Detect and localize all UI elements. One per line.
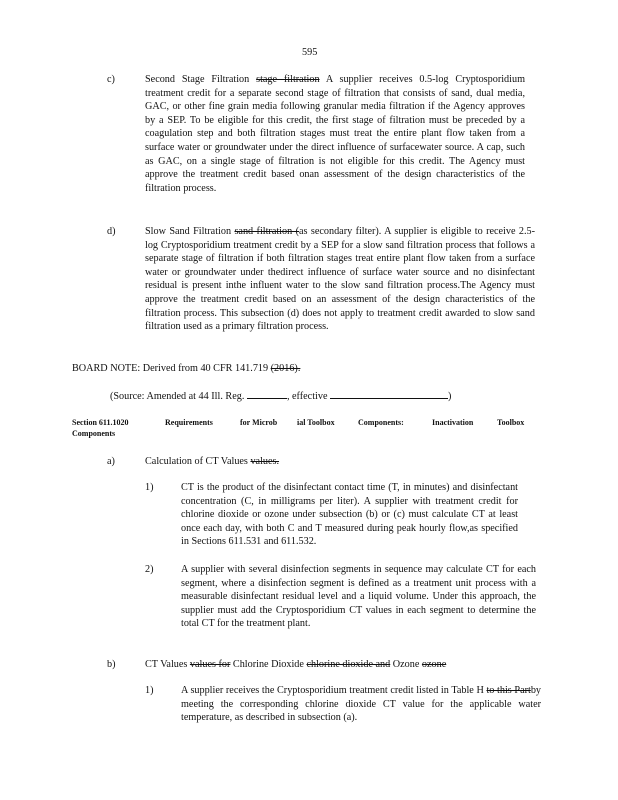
item-b-heading — [145, 658, 446, 672]
reg-blank — [247, 388, 287, 399]
item-b1-text-1: A supplier receives the Cryptosporidium treatment credit listed in Table H — [181, 685, 484, 696]
section-title-part: Toolbox — [497, 418, 525, 427]
item-a-title-deleted: values. — [250, 456, 280, 467]
item-a-title: Calculation of CT Values — [145, 456, 248, 467]
item-b-title-2: Chlorine Dioxide — [232, 659, 304, 670]
item-d-text — [145, 225, 535, 334]
item-a-heading — [145, 455, 279, 469]
source-suffix: ) — [448, 391, 452, 402]
item-b-title-1: CT Values — [145, 659, 188, 670]
source-line — [110, 388, 451, 404]
item-b1-label: 1) — [145, 685, 154, 696]
board-note-deleted: (2016). — [270, 363, 301, 374]
item-b-deleted-1: values for — [189, 659, 231, 670]
page-number: 595 — [302, 47, 318, 58]
item-b1-text — [181, 684, 541, 725]
item-d-title: Slow Sand Filtration — [145, 226, 232, 237]
item-a2-label: 2) — [145, 564, 154, 575]
section-title-part: for Microb — [240, 418, 278, 427]
item-c-body: A supplier receives 0.5-log Cryptosporidium treatment credit for a separate second stage of filtration that consists of sand, dual media, GAC, or other fine grain media following granular media filtration if the Agency approves by a SEP. To be eligible for this credit, the first stage of filtration must be preceded by a coagulation step and both filtration stages must treat the entire plant flow taken from a surface water or groundwater under the direct influence of surfacewater source. A cap, such as GAC, on a single stage of filtration is not eligible for this credit. The Agency must approve the treatment credit based onan assessment of the design characteristics of the filtration process. — [145, 74, 525, 194]
section-title-line2: Components — [72, 429, 116, 438]
item-b-title-3: Ozone — [392, 659, 420, 670]
section-number: Section 611.1020 — [72, 418, 129, 427]
item-c-text — [145, 73, 525, 195]
item-a1-label: 1) — [145, 482, 154, 493]
item-d-title-deleted: sand filtration ( — [234, 226, 299, 237]
source-prefix: (Source: Amended at 44 Ill. Reg. — [110, 391, 245, 402]
item-a-label: a) — [107, 456, 115, 467]
section-title-part: Components: — [358, 418, 404, 427]
item-b-label: b) — [107, 659, 116, 670]
board-note — [72, 362, 300, 376]
item-d-title-rest: as secondary filter). — [299, 226, 382, 237]
source-mid: , effective — [286, 391, 328, 402]
item-c-label: c) — [107, 74, 115, 85]
section-title-part: ial Toolbox — [297, 418, 335, 427]
item-b-deleted-2: chlorine dioxide and — [306, 659, 391, 670]
section-title-part: Requirements — [165, 418, 213, 427]
item-d-body: A supplier is eligible to receive 2.5-log Cryptosporidium treatment credit by a SEP for a slow sand filtration process that follows a separate stage of filtration if both filtration stages treat entire plant flow taken from a surface water or groundwater under thedirect influence of surface water source and no disinfectant residual is present inthe influent water to the slow sand filtration process.The Agency must approve the treatment credit based on an assessment of the design characteristics of the filtration process. This subsection (d) does not apply to treatment credit awarded to slow sand filtration used as a primary filtration process. — [145, 226, 536, 333]
effective-blank — [330, 388, 448, 399]
item-a2-text: A supplier with several disinfection segments in sequence may calculate CT for each segment, where a disinfection segment is defined as a treatment unit process with a measurable disinfectant residual level and a liquid volume. Under this approach, the supplier must add the Cryptosporidium CT values in each segment to determine the total CT for the treatment plant. — [181, 564, 536, 630]
item-b1-text-2: by meeting the corresponding chlorine dioxide CT value for the applicable water temperature, as described in subsection (a). — [181, 685, 542, 724]
item-b-deleted-3: ozone — [421, 659, 447, 670]
board-note-text: BOARD NOTE: Derived from 40 CFR 141.719 — [72, 363, 269, 374]
item-d-label: d) — [107, 226, 116, 237]
item-b1-deleted: to this Part — [486, 685, 531, 696]
section-title-part: Inactivation — [432, 418, 474, 427]
item-a1-text: CT is the product of the disinfectant contact time (T, in minutes) and disinfectant concentration (C, in milligrams per liter). A supplier with treatment credit for chlorine dioxide or ozone under subsection (b) or (c) must calculate CT at least once each day, with both C and T measured during peak hourly flow,as specified in Sections 611.531 and 611.532. — [181, 482, 518, 548]
item-c-title: Second Stage Filtration — [145, 74, 250, 85]
item-c-title-deleted: stage filtration — [256, 74, 320, 85]
